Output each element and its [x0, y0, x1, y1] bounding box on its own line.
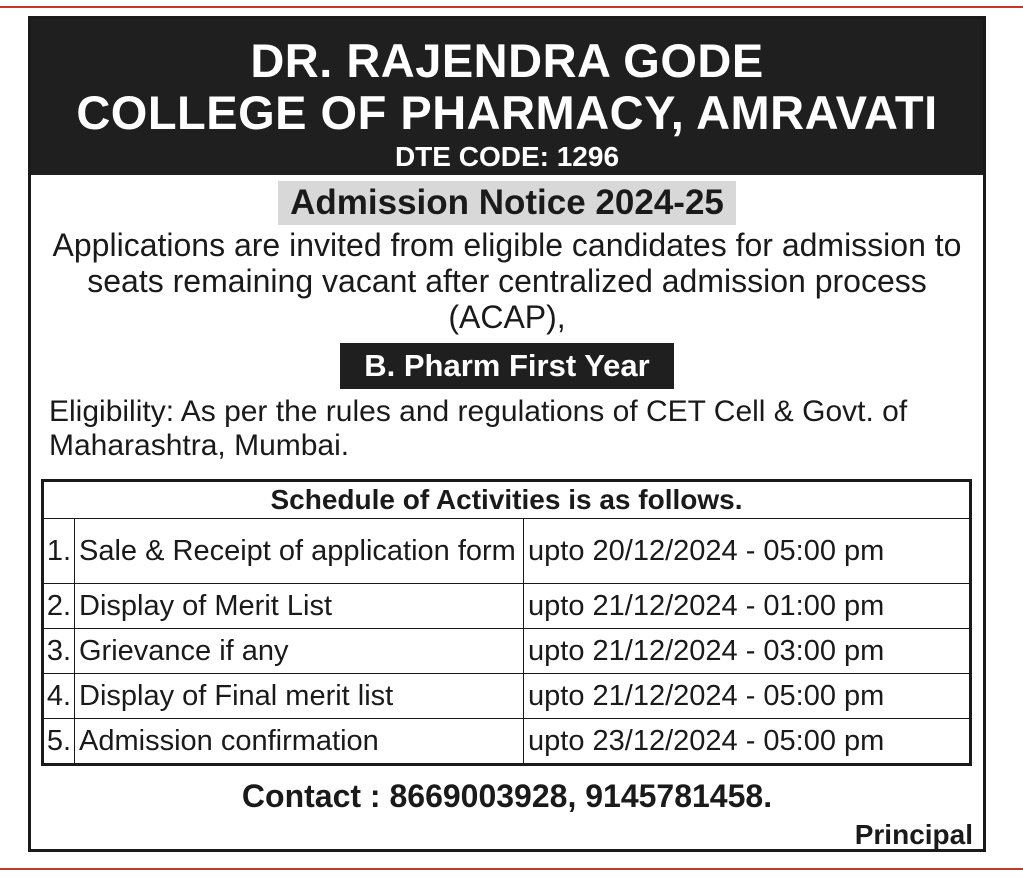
- dte-code: DTE CODE: 1296: [394, 141, 620, 172]
- activity-cell: Display of Final merit list: [75, 674, 524, 719]
- notice-title-wrap: [31, 181, 983, 225]
- notice-title: Admission Notice 2024-25: [278, 181, 736, 225]
- table-row: [43, 629, 971, 674]
- intro-paragraph: Applications are invited from eligible candidates for admission to seats remaining vacant after centralized admission process (ACAP),: [52, 227, 962, 335]
- deadline-cell: upto 21/12/2024 - 01:00 pm: [524, 584, 971, 629]
- top-border-rule: [0, 6, 1023, 8]
- deadline-cell: upto 21/12/2024 - 05:00 pm: [524, 674, 971, 719]
- eligibility-text: Eligibility: As per the rules and regulations of CET Cell & Govt. of Maharashtra, Mumbai.: [49, 395, 908, 462]
- row-number: 4.: [43, 674, 75, 719]
- activity-cell: Admission confirmation: [75, 719, 524, 765]
- course-title: B. Pharm First Year: [340, 343, 673, 389]
- row-number: 2.: [43, 584, 75, 629]
- deadline-cell: upto 23/12/2024 - 05:00 pm: [524, 719, 971, 765]
- bottom-border-rule: [0, 868, 1023, 870]
- table-row: [43, 674, 971, 719]
- contact-numbers: Contact : 8669003928, 9145781458.: [241, 778, 773, 814]
- signatory-principal: Principal: [854, 819, 973, 850]
- row-number: 1.: [43, 519, 75, 584]
- row-number: 5.: [43, 719, 75, 765]
- activity-cell: Display of Merit List: [75, 584, 524, 629]
- schedule-table: [41, 479, 972, 766]
- course-wrap: [31, 343, 983, 389]
- admission-notice: [28, 16, 986, 852]
- deadline-cell: upto 20/12/2024 - 05:00 pm: [524, 519, 971, 584]
- college-name-line2: COLLEGE OF PHARMACY, AMRAVATI: [76, 86, 938, 139]
- college-name-line1: DR. RAJENDRA GODE: [250, 34, 764, 87]
- table-row: [43, 719, 971, 765]
- table-row: [43, 519, 971, 584]
- activity-cell: Grievance if any: [75, 629, 524, 674]
- deadline-cell: upto 21/12/2024 - 03:00 pm: [524, 629, 971, 674]
- college-header: [31, 19, 983, 175]
- schedule-heading: Schedule of Activities is as follows.: [43, 481, 971, 519]
- table-row: [43, 584, 971, 629]
- row-number: 3.: [43, 629, 75, 674]
- activity-cell: Sale & Receipt of application form: [75, 519, 524, 584]
